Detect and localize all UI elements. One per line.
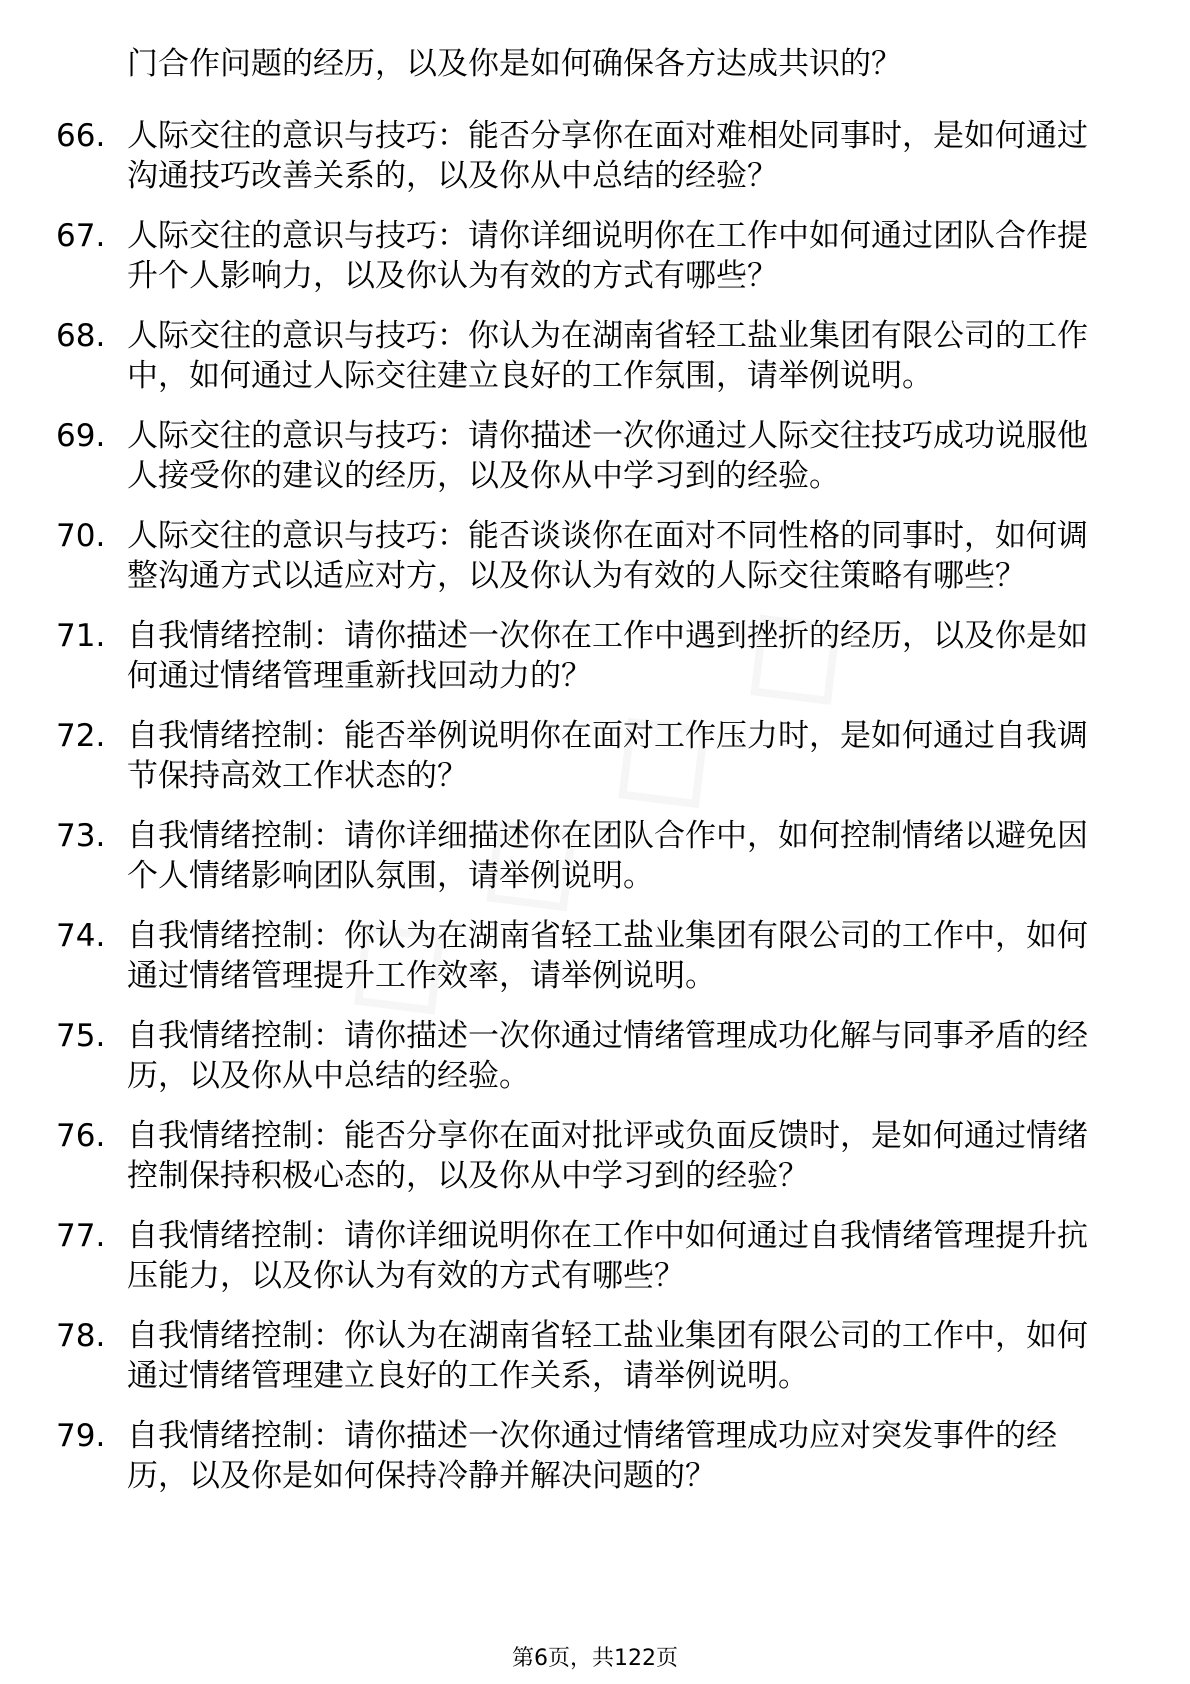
question-number: 69. — [56, 418, 106, 454]
list-item — [0, 216, 1190, 296]
question-number: 70. — [56, 518, 106, 554]
list-item — [0, 616, 1190, 696]
list-item — [0, 516, 1190, 596]
list-item — [0, 116, 1190, 196]
question-number: 78. — [56, 1318, 106, 1354]
question-text: 自我情绪控制：请你描述一次你在工作中遇到挫折的经历，以及你是如何通过情绪管理重新找回动力的？ — [127, 618, 1088, 694]
question-number: 72. — [56, 718, 106, 754]
list-item — [0, 1316, 1190, 1396]
question-number: 77. — [56, 1218, 106, 1254]
question-text: 自我情绪控制：能否举例说明你在面对工作压力时，是如何通过自我调节保持高效工作状态的？ — [127, 718, 1088, 794]
question-number: 76. — [56, 1118, 106, 1154]
question-text: 自我情绪控制：能否分享你在面对批评或负面反馈时，是如何通过情绪控制保持积极心态的，以及你从中学习到的经验？ — [127, 1118, 1088, 1194]
question-text: 自我情绪控制：请你详细描述你在团队合作中，如何控制情绪以避免因个人情绪影响团队氛围，请举例说明。 — [127, 818, 1088, 894]
question-text: 自我情绪控制：你认为在湖南省轻工盐业集团有限公司的工作中，如何通过情绪管理提升工作效率，请举例说明。 — [127, 918, 1088, 994]
question-text: 人际交往的意识与技巧：能否谈谈你在面对不同性格的同事时，如何调整沟通方式以适应对方，以及你认为有效的人际交往策略有哪些？ — [127, 518, 1088, 594]
list-item — [0, 816, 1190, 896]
question-text: 自我情绪控制：请你描述一次你通过情绪管理成功应对突发事件的经历，以及你是如何保持冷静并解决问题的？ — [127, 1418, 1057, 1494]
list-item — [0, 1016, 1190, 1096]
question-number: 75. — [56, 1018, 106, 1054]
continuation-text: 门合作问题的经历，以及你是如何确保各方达成共识的？ — [127, 46, 902, 82]
question-number: 66. — [56, 118, 106, 154]
list-item — [0, 416, 1190, 496]
list-item — [0, 1416, 1190, 1496]
question-number: 67. — [56, 218, 106, 254]
question-list — [0, 116, 1190, 1516]
question-text: 自我情绪控制：请你描述一次你通过情绪管理成功化解与同事矛盾的经历，以及你从中总结的经验。 — [127, 1018, 1088, 1094]
question-number: 74. — [56, 918, 106, 954]
question-text: 自我情绪控制：你认为在湖南省轻工盐业集团有限公司的工作中，如何通过情绪管理建立良好的工作关系，请举例说明。 — [127, 1318, 1088, 1394]
question-text: 人际交往的意识与技巧：你认为在湖南省轻工盐业集团有限公司的工作中，如何通过人际交往建立良好的工作氛围，请举例说明。 — [127, 318, 1088, 394]
question-text: 人际交往的意识与技巧：能否分享你在面对难相处同事时，是如何通过沟通技巧改善关系的，以及你从中总结的经验？ — [127, 118, 1088, 194]
question-number: 68. — [56, 318, 106, 354]
question-text: 自我情绪控制：请你详细说明你在工作中如何通过自我情绪管理提升抗压能力，以及你认为有效的方式有哪些？ — [127, 1218, 1088, 1294]
list-item — [0, 916, 1190, 996]
question-text: 人际交往的意识与技巧：请你描述一次你通过人际交往技巧成功说服他人接受你的建议的经历，以及你从中学习到的经验。 — [127, 418, 1088, 494]
list-item — [0, 1116, 1190, 1196]
question-number: 73. — [56, 818, 106, 854]
question-number: 71. — [56, 618, 106, 654]
page-footer: 第6页，共122页 — [512, 1646, 678, 1671]
question-text: 人际交往的意识与技巧：请你详细说明你在工作中如何通过团队合作提升个人影响力，以及你认为有效的方式有哪些？ — [127, 218, 1088, 294]
list-item — [0, 716, 1190, 796]
list-item — [0, 316, 1190, 396]
list-item — [0, 1216, 1190, 1296]
question-number: 79. — [56, 1418, 106, 1454]
